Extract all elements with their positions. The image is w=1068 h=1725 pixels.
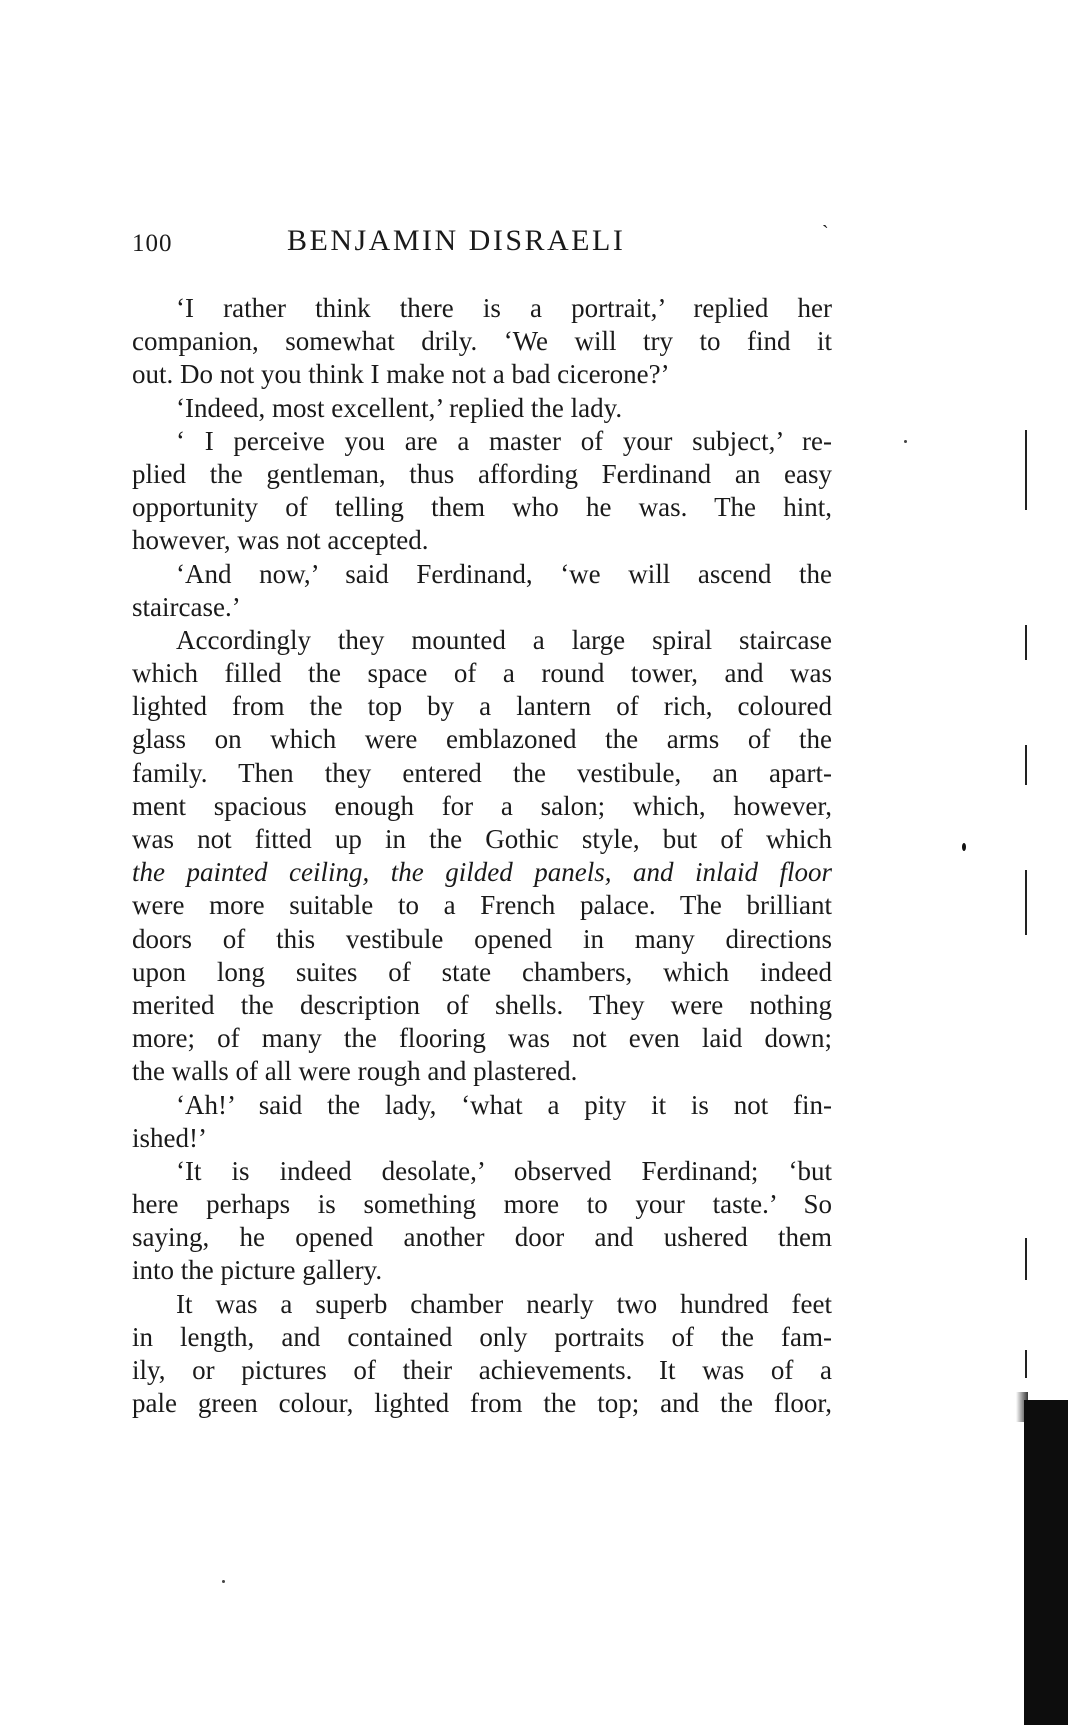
text-line: staircase.’ [132, 591, 241, 622]
page-number: 100 [132, 230, 173, 257]
text-line: pale green colour, lighted from the top; and the floor, [132, 1388, 832, 1419]
text-line: plied the gentleman, thus affording Ferdinand an easy [132, 458, 832, 489]
scan-line-mark [1025, 1238, 1027, 1280]
text-line: were more suitable to a French palace. The brilliant [132, 890, 832, 921]
page-header [132, 224, 832, 264]
text-line: into the picture gallery. [132, 1255, 383, 1286]
scan-line-mark [1025, 1350, 1027, 1378]
text-line: out. Do not you think I make not a bad cicerone?’ [132, 359, 670, 390]
text-line: more; of many the flooring was not even laid down; [132, 1023, 832, 1054]
text-line: ished!’ [132, 1122, 207, 1153]
scan-speck [222, 1580, 225, 1583]
text-line: here perhaps is something more to your taste.’ So [132, 1189, 832, 1220]
text-line: the painted ceiling, the gilded panels, and inlaid floor [132, 857, 832, 888]
text-line: ment spacious enough for a salon; which, however, [132, 790, 832, 821]
scan-speck [904, 440, 907, 443]
text-line: which filled the space of a round tower, and was [132, 658, 832, 689]
text-line: however, was not accepted. [132, 525, 429, 556]
text-line: companion, somewhat drily. ‘We will try to find it [132, 326, 832, 357]
text-line: was not fitted up in the Gothic style, but of which [132, 824, 832, 854]
text-line: It was a superb chamber nearly two hundred feet [176, 1288, 832, 1319]
text-line: ‘I rather think there is a portrait,’ replied her [176, 293, 832, 323]
text-line: ily, or pictures of their achievements. It was of a [132, 1355, 832, 1385]
text-line: doors of this vestibule opened in many directions [132, 923, 832, 954]
text-line: the walls of all were rough and plastered. [132, 1056, 578, 1087]
body-text [132, 292, 832, 1420]
text-line: in length, and contained only portraits of the fam- [132, 1321, 832, 1352]
text-line: ‘Ah!’ said the lady, ‘what a pity it is not fin- [176, 1089, 832, 1120]
text-line: ‘And now,’ said Ferdinand, ‘we will ascend the [176, 558, 832, 589]
scan-line-mark [1025, 625, 1027, 660]
text-line: saying, he opened another door and ushered them [132, 1222, 832, 1253]
text-line: family. Then they entered the vestibule, an apart- [132, 757, 832, 788]
scan-speck [962, 843, 966, 851]
header-mark: ` [822, 222, 829, 244]
scan-line-mark [1025, 430, 1027, 510]
text-line: ‘ I perceive you are a master of your subject,’ re- [176, 425, 832, 456]
text-line: lighted from the top by a lantern of rich, coloured [132, 691, 832, 722]
text-line: glass on which were emblazoned the arms of the [132, 724, 832, 755]
running-title: BENJAMIN DISRAELI [287, 224, 626, 257]
scan-line-mark [1025, 745, 1027, 785]
scan-line-mark [1025, 870, 1027, 935]
scan-edge-shadow [1024, 1400, 1068, 1725]
text-line: Accordingly they mounted a large spiral staircase [176, 624, 832, 655]
text-line: merited the description of shells. They were nothing [132, 989, 832, 1020]
text-line: upon long suites of state chambers, which indeed [132, 956, 832, 987]
text-line: opportunity of telling them who he was. The hint, [132, 492, 832, 523]
text-line: ‘It is indeed desolate,’ observed Ferdinand; ‘but [176, 1155, 832, 1186]
text-line: ‘Indeed, most excellent,’ replied the lady. [176, 392, 623, 423]
